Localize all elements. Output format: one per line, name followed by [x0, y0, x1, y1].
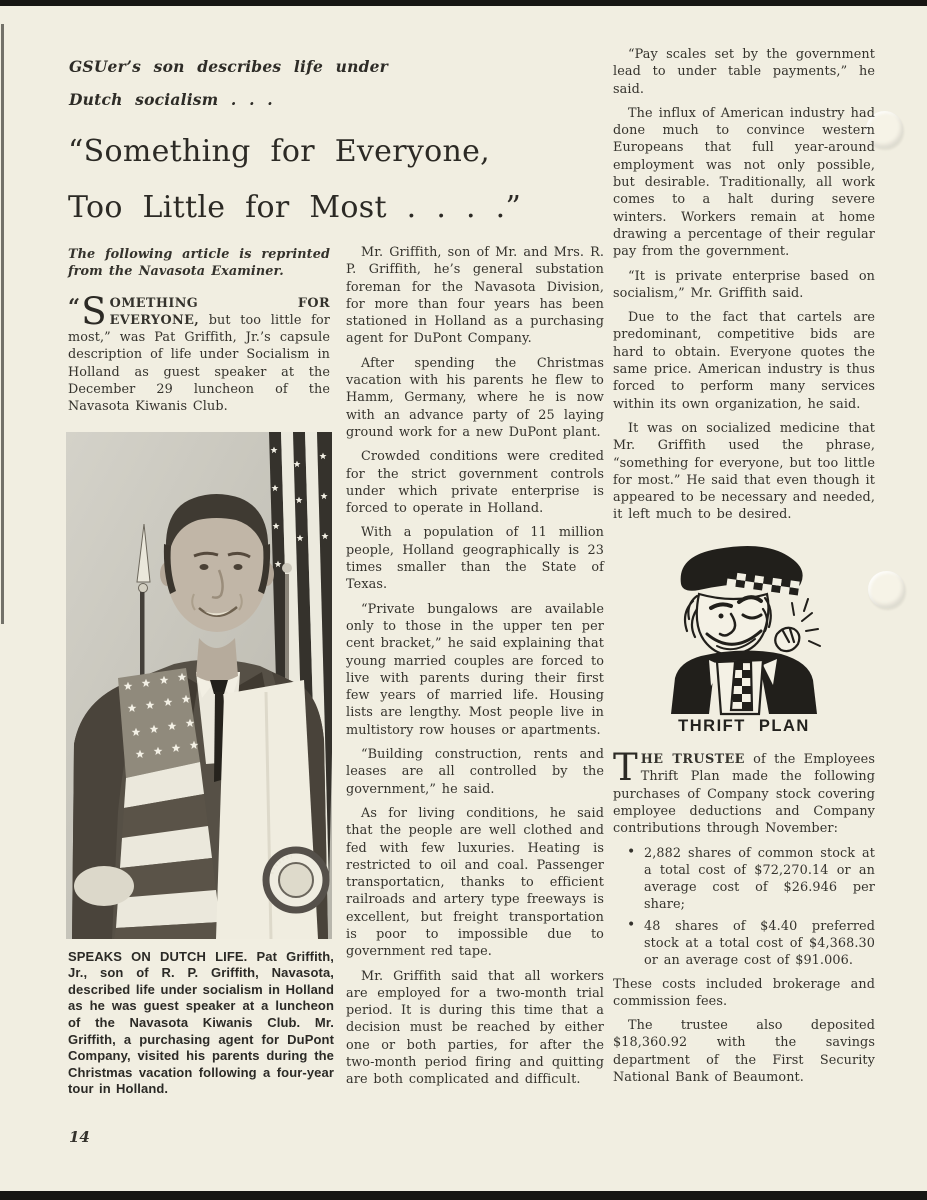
article-paragraph: After spending the Christmas vacation with his parents he flew to Hamm, Germany, where he is now with an advance party of 25 laying ground work for a new DuPont plant. [346, 355, 604, 440]
kicker-line-1: GSUer’s son describes life under [69, 57, 389, 76]
thrift-bullet-list [627, 845, 875, 970]
article-paragraph: It was on socialized medicine that Mr. Griffith used the phrase, “something for everyone, but too little for most.” He said that even though it appeared to be necessary and needed, it left much to be desired. [613, 420, 875, 523]
opening-rest: but too little for most,” was Pat Griffith, Jr.’s capsule description of life under Socialism in Holland as guest speaker at the December 29 luncheon of the Navasota Kiwanis Club. [68, 312, 330, 415]
thrift-plan-label: THRIFT PLAN [678, 716, 810, 735]
bullet-icon: • [627, 916, 636, 933]
article-paragraph: The trustee also deposited $18,360.92 with the savings department of the First Security National Bank of Beaumont. [613, 1018, 875, 1086]
article-paragraph: The influx of American industry had done much to convince western Europeans that full year-around employment was not only possible, but desirable. Traditionally, all work comes to a halt during severe winters. Workers remain at home drawing a percentage of their regular pay from the government. [613, 105, 875, 260]
column-1 [68, 246, 334, 1105]
scotsman-cartoon-icon [659, 538, 829, 716]
dropcap-t: T [613, 746, 638, 790]
scan-edge-left [1, 24, 4, 624]
bullet-text: 2,882 shares of common stock at a total cost of $72,270.14 or an average cost of $26.946 per share; [644, 845, 875, 913]
article-paragraph: With a population of 11 million people, Holland geographically is 23 times smaller than the State of Texas. [346, 525, 604, 593]
page-number: 14 [69, 1128, 90, 1146]
thrift-plan-cartoon [659, 538, 829, 716]
reprint-note: The following article is reprinted from the Navasota Examiner. [68, 247, 330, 280]
article-paragraph: “Pay scales set by the government lead to under table payments,” he said. [613, 47, 875, 97]
article-title-line-1: “Something for Everyone, [68, 134, 490, 169]
column-3 [613, 46, 875, 1093]
article-paragraph: Mr. Griffith, son of Mr. and Mrs. R. P. Griffith, he’s general substation foreman for the Navasota Division, for more than four years has been stationed in Holland as a purchasing agent for DuPont Company. [346, 245, 604, 347]
column-2 [346, 244, 604, 1096]
article-paragraph: Mr. Griffith said that all workers are employed for a two-month trial period. It is during this time that a decision must be reached by either one or both parties, for after the two-month period firing and quitting are both complicated and difficult. [346, 968, 604, 1088]
opening-quote: “ [68, 293, 81, 319]
dropcap-s: S [81, 289, 107, 333]
article-title-line-2: Too Little for Most . . . .” [68, 190, 522, 225]
bullet-text: 48 shares of $4.40 preferred stock at a total cost of $4,368.30 or an average cost of $91.006. [644, 918, 875, 969]
opening-lead: OMETHING FOR EVERYONE, [109, 295, 330, 328]
kicker-line-2: Dutch socialism . . . [69, 90, 273, 109]
article-paragraph: As for living conditions, he said that the people are well clothed and fed with few luxuries. Heating is restricted to oil and coal. Passenger transportaticn, thanks to efficient railroads and artery type freeways is excellent, but freight transportation is poor to impossible due to government red tape. [346, 805, 604, 960]
photo-caption [68, 949, 334, 1098]
thrift-intro-rest: of the Employees Thrift Plan made the following purchases of Company stock covering employee deductions and Company contributions through November: [613, 752, 875, 837]
thrift-intro-paragraph [613, 746, 875, 837]
caption-rest: Pat Griffith, Jr., son of R. P. Griffith, Navasota, described life under socialism in Holland as he was guest speaker at a luncheon of the Navasota Kiwanis Club. Mr. Griffith, a purchasing agent for DuPont Company, visited his parents during the Christmas vacation following a four-year tour in Holland. [68, 948, 334, 1097]
article-paragraph: These costs included brokerage and commission fees. [613, 976, 875, 1009]
article-paragraph: Due to the fact that cartels are predominant, competitive bids are hard to obtain. Everyone quotes the same price. American industry is thus forced to perform many services within its own organization, he said. [613, 310, 875, 412]
article-paragraph: Crowded conditions were credited for the strict government controls under which private enterprise is forced to operate in Holland. [346, 449, 604, 517]
article-title [68, 124, 521, 236]
caption-lead: SPEAKS ON DUTCH LIFE. [68, 948, 248, 964]
scan-edge-top [0, 0, 927, 6]
article-opening-paragraph [68, 289, 330, 416]
kicker [69, 50, 388, 116]
list-item [627, 845, 875, 914]
article-paragraph: “It is private enterprise based on socialism,” Mr. Griffith said. [613, 268, 875, 301]
speaker-photo [66, 432, 332, 939]
article-paragraph: “Private bungalows are available only to those in the upper ten per cent bracket,” he said explaining that young married couples are forced to live with parents during their first few years of married life. Housing lists are lengthy. Most people live in multistory row houses or apartments. [346, 601, 604, 738]
thrift-lead: HE TRUSTEE [640, 752, 745, 768]
scan-edge-bottom [0, 1191, 927, 1200]
list-item [627, 918, 875, 970]
pocket-square [74, 866, 134, 906]
article-paragraph: “Building construction, rents and leases are all controlled by the government,” he said. [346, 747, 604, 797]
bullet-icon: • [627, 843, 636, 860]
